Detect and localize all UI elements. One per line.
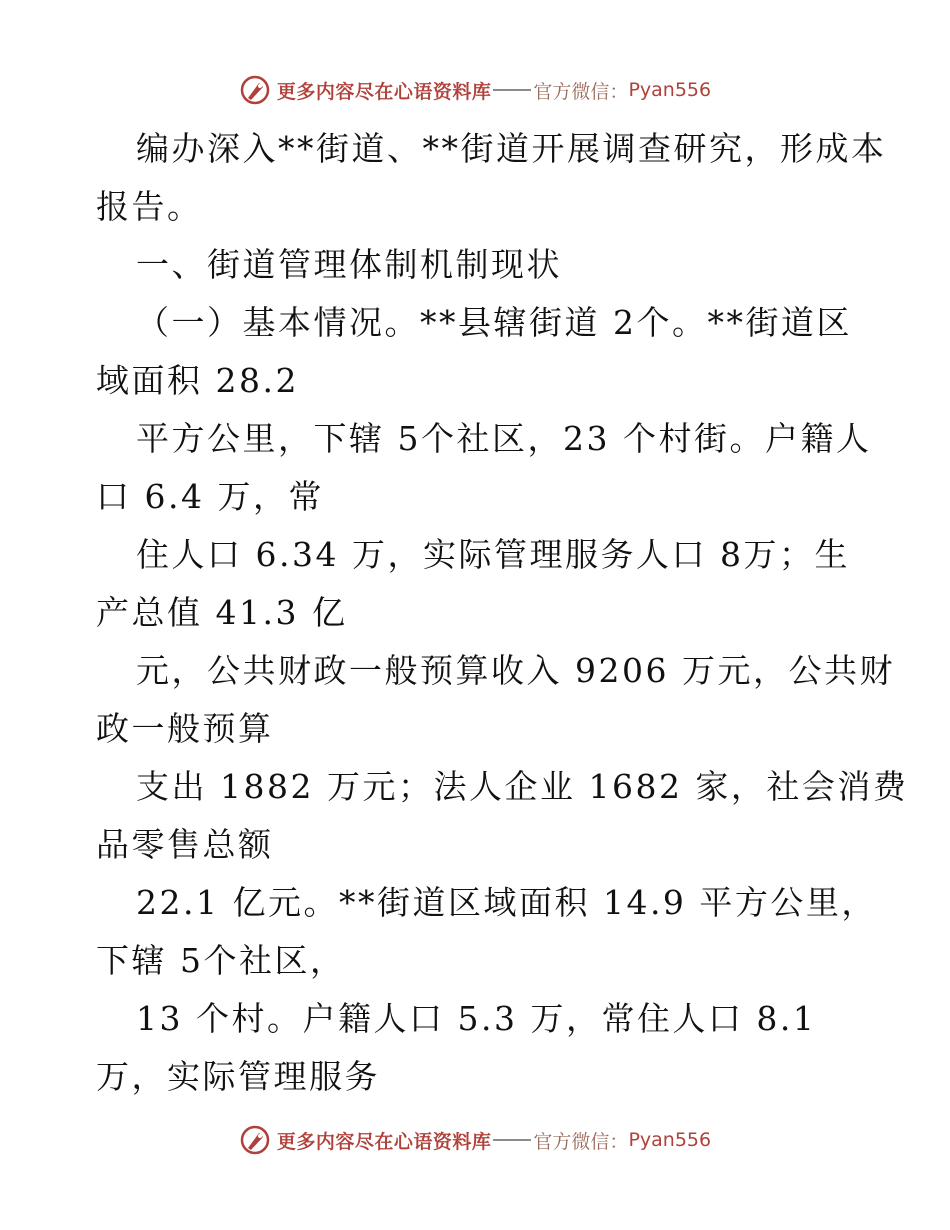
paragraph-line: 住人口 6.34 万，实际管理服务人口 8万；生	[136, 535, 850, 574]
footer-contact-label: 官方微信：	[533, 1130, 629, 1153]
footer-contact-handle: Pyan556	[628, 1129, 712, 1151]
footer-divider	[493, 1139, 531, 1141]
section-heading: 一、街道管理体制机制现状	[136, 245, 562, 284]
paragraph-line: 编办深入**街道、**街道开展调查研究，形成本	[136, 129, 887, 168]
paragraph-line: 报告。	[96, 187, 203, 226]
paragraph-line: 22.1 亿元。**街道区域面积 14.9 平方公里，	[136, 883, 877, 922]
paragraph-line: 域面积 28.2	[96, 361, 299, 400]
paragraph-line: 品零售总额	[96, 825, 274, 864]
document-body	[96, 120, 909, 1106]
pen-nib-logo-icon	[239, 1124, 271, 1156]
paragraph-line: 13 个村。户籍人口 5.3 万，常住人口 8.1	[136, 999, 817, 1038]
header-promo-text: 更多内容尽在心语资料库	[276, 80, 492, 103]
paragraph-line: （一）基本情况。**县辖街道 2个。**街道区	[136, 303, 852, 342]
header-contact-label: 官方微信：	[533, 80, 629, 103]
paragraph-line: 下辖 5个社区，	[96, 941, 346, 980]
header-banner	[0, 70, 950, 110]
header-divider	[493, 89, 531, 91]
paragraph-line: 万，实际管理服务	[96, 1057, 380, 1096]
footer-banner	[0, 1120, 950, 1160]
pen-nib-logo-icon	[239, 74, 271, 106]
paragraph-line: 产总值 41.3 亿	[96, 593, 348, 632]
paragraph-line: 口 6.4 万，常	[96, 477, 324, 516]
paragraph-line: 平方公里，下辖 5个社区，23 个村街。户籍人	[136, 419, 872, 458]
paragraph-line: 支出 1882 万元；法人企业 1682 家，社会消费	[136, 767, 909, 806]
paragraph-line: 政一般预算	[96, 709, 274, 748]
paragraph-line: 元，公共财政一般预算收入 9206 万元，公共财	[136, 651, 895, 690]
header-contact-handle: Pyan556	[628, 79, 712, 101]
footer-promo-text: 更多内容尽在心语资料库	[276, 1130, 492, 1153]
